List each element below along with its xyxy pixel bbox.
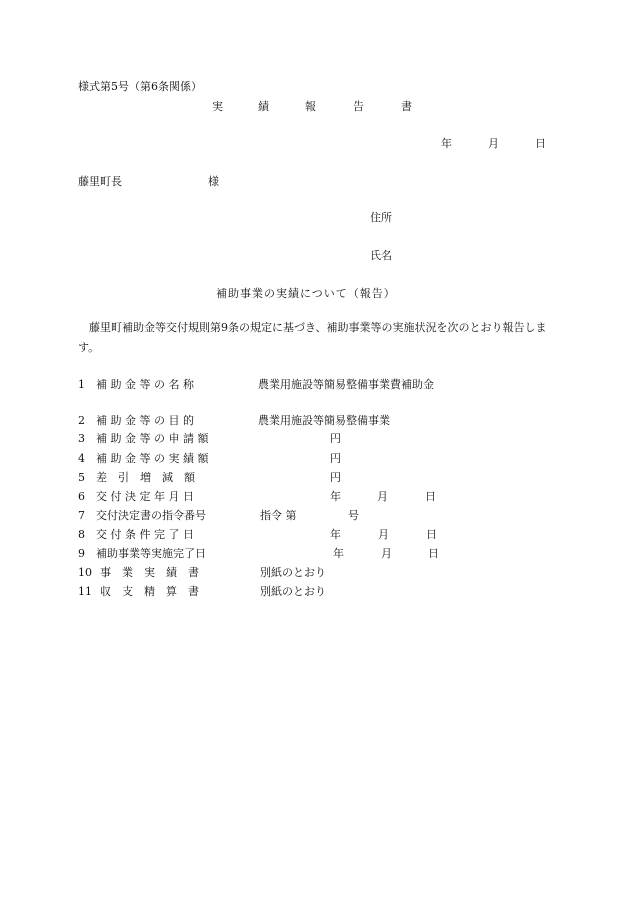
addressee-name: 藤里町長 [78, 175, 122, 188]
item-row-3 [78, 432, 558, 448]
item-label: 補 助 金 等 の 目 的 [96, 414, 194, 427]
form-number: 様式第5号（第6条関係） [78, 80, 202, 93]
item-row-4 [78, 452, 558, 468]
date-month: 月 [488, 137, 499, 150]
item-label: 交付決定書の指令番号 [96, 509, 206, 522]
item-number: 1 [78, 378, 85, 391]
item-row-11 [78, 585, 558, 601]
title-char-1: 実 [212, 100, 223, 113]
item-label: 補助事業等実施完了日 [96, 547, 206, 560]
item-value: 別紙のとおり [260, 585, 326, 598]
item-row-7 [78, 509, 558, 525]
item-label: 差 引 増 減 額 [96, 471, 195, 484]
body-paragraph [78, 318, 548, 358]
name-label: 氏名 [370, 249, 392, 262]
address-label: 住所 [370, 211, 392, 224]
title-char-4: 告 [353, 100, 364, 113]
item-row-5 [78, 471, 558, 487]
item-row-2 [78, 414, 558, 430]
item-value: 農業用施設等簡易整備事業費補助金 [258, 378, 434, 391]
subject-heading: 補助事業の実績について（報告） [216, 287, 396, 300]
date-day: 日 [535, 137, 546, 150]
item-number: 2 [78, 414, 85, 427]
item-year: 年 [333, 547, 344, 560]
body-text: 藤里町補助金等交付規則第9条の規定に基づき、補助事業等の実施状況を次のとおり報告します。 [78, 321, 547, 354]
item-go: 号 [348, 509, 359, 522]
item-number: 10 [78, 566, 92, 579]
item-number: 4 [78, 452, 85, 465]
item-month: 月 [378, 528, 389, 541]
item-shirei: 指令 第 [260, 509, 297, 522]
item-number: 6 [78, 490, 85, 503]
item-value: 農業用施設等簡易整備事業 [258, 414, 390, 427]
date-year: 年 [441, 137, 452, 150]
item-year: 年 [330, 490, 341, 503]
addressee-honorific: 様 [208, 175, 219, 188]
item-row-9 [78, 547, 558, 563]
item-value: 別紙のとおり [260, 566, 326, 579]
item-number: 9 [78, 547, 85, 560]
item-label: 事 業 実 績 書 [100, 566, 199, 579]
item-number: 5 [78, 471, 85, 484]
item-label: 補 助 金 等 の 名 称 [96, 378, 194, 391]
title-char-2: 績 [258, 100, 269, 113]
item-number: 11 [78, 585, 92, 598]
item-day: 日 [426, 528, 437, 541]
title-char-5: 書 [401, 100, 412, 113]
item-label: 交 付 条 件 完 了 日 [96, 528, 194, 541]
item-number: 8 [78, 528, 85, 541]
item-yen: 円 [330, 471, 341, 484]
item-day: 日 [425, 490, 436, 503]
item-number: 3 [78, 432, 85, 445]
item-day: 日 [428, 547, 439, 560]
item-label: 交 付 決 定 年 月 日 [96, 490, 194, 503]
item-row-10 [78, 566, 558, 582]
item-label: 収 支 精 算 書 [100, 585, 199, 598]
item-yen: 円 [330, 432, 341, 445]
item-row-8 [78, 528, 558, 544]
item-label: 補 助 金 等 の 申 請 額 [96, 432, 209, 445]
title-char-3: 報 [305, 100, 316, 113]
item-number: 7 [78, 509, 85, 522]
item-month: 月 [381, 547, 392, 560]
item-month: 月 [377, 490, 388, 503]
item-yen: 円 [330, 452, 341, 465]
item-year: 年 [330, 528, 341, 541]
item-row-1 [78, 378, 558, 394]
item-label: 補 助 金 等 の 実 績 額 [96, 452, 209, 465]
item-row-6 [78, 490, 558, 506]
